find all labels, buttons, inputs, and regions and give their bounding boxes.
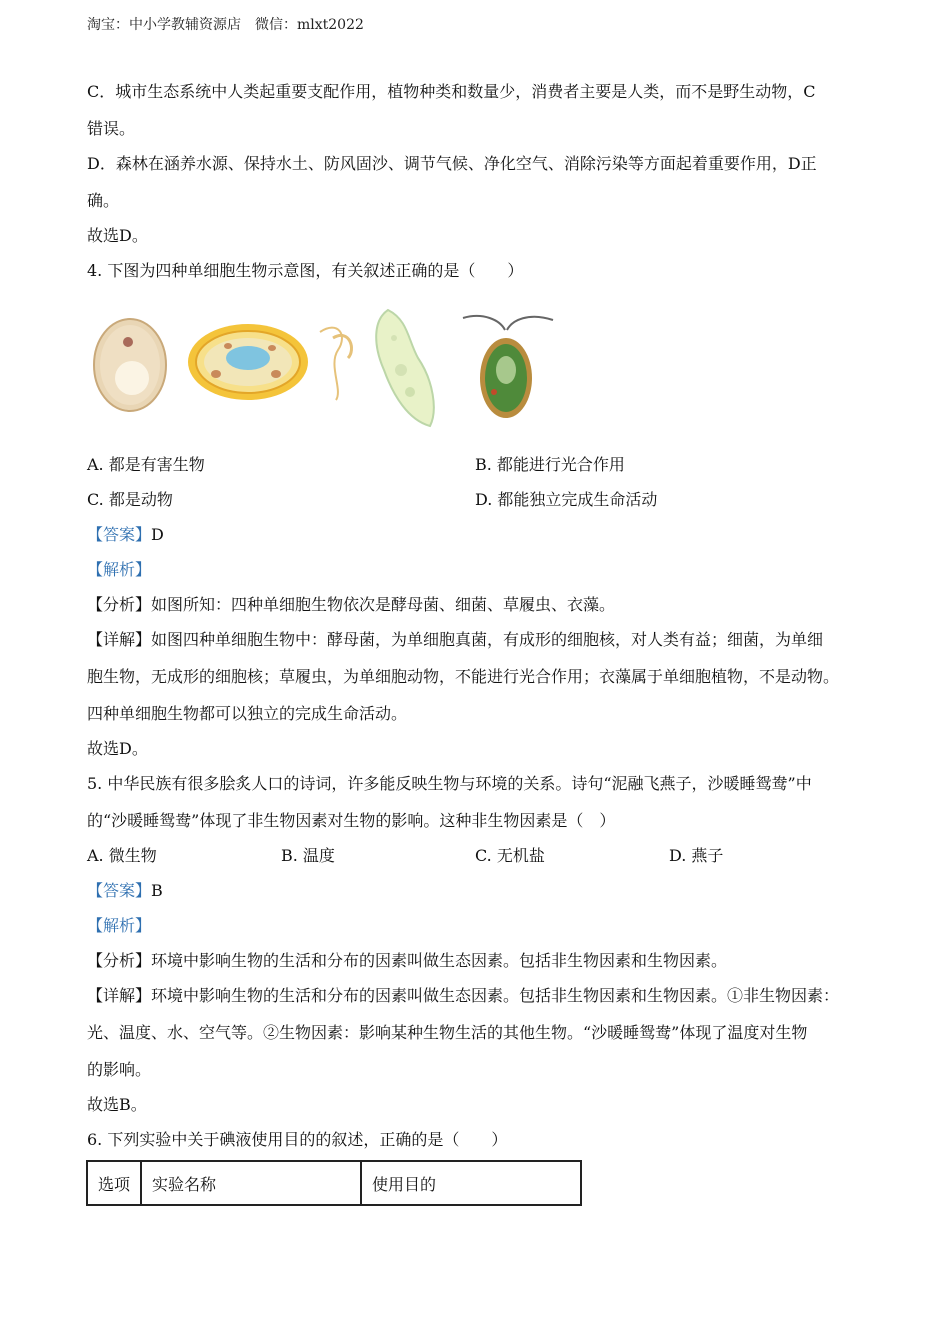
q5-conclusion: 故选B。 [87,1095,147,1114]
fenxi-tag: 【分析】 [87,595,152,614]
page-header: 淘宝：中小学教辅资源店 微信：mlxt2022 [87,17,364,33]
q4-xiangjie-line2: 胞生物，无成形的细胞核；草履虫，为单细胞动物，不能进行光合作用；衣藻属于单细胞植物，不是动物。 [87,667,840,686]
table-header-cell: 使用目的 [361,1161,581,1205]
q5-answer [87,881,163,901]
q4-fenxi [87,595,615,615]
answer-value: D [151,525,164,544]
single-cell-organisms-figure [88,300,568,430]
q4-analysis-tag: 【解析】 [87,560,152,579]
q4-stem: 4. 下图为四种单细胞生物示意图，有关叙述正确的是（ ） [87,261,524,280]
q4-option-d: D. 都能独立完成生命活动 [475,490,658,509]
answer-value: B [151,881,163,900]
q5-stem-line2: 的“沙暖睡鸳鸯”体现了非生物因素对生物的影响。这种非生物因素是（ ） [87,811,616,830]
q5-fenxi [87,951,727,971]
q5-option-d: D. 燕子 [669,846,724,865]
yeast-illustration [94,319,166,411]
q5-option-b: B. 温度 [281,846,335,865]
fenxi-text: 如图所知：四种单细胞生物依次是酵母菌、细菌、草履虫、衣藻。 [151,595,616,614]
q5-stem-line1: 5. 中华民族有很多脍炙人口的诗词，许多能反映生物与环境的关系。诗句“泥融飞燕子，沙暖睡鸳鸯”中 [87,774,812,793]
q4-xiangjie-line3: 四种单细胞生物都可以独立的完成生命活动。 [87,704,408,723]
xiangjie-text: 如图四种单细胞生物中：酵母菌，为单细胞真菌，有成形的细胞核，对人类有益；细菌，为单细 [151,630,824,649]
q5-analysis-tag: 【解析】 [87,916,152,935]
bacterium-illustration [188,324,352,400]
q3-option-c-line2: 错误。 [87,119,136,138]
q4-xiangjie-line1 [87,630,823,650]
xiangjie-text: 环境中影响生物的生活和分布的因素叫做生态因素。包括非生物因素和生物因素。①非生物因素： [151,986,840,1005]
answer-tag: 【答案】 [87,525,152,544]
table-header-cell: 实验名称 [141,1161,361,1205]
paramecium-illustration [376,310,434,426]
q4-conclusion: 故选D。 [87,739,148,758]
q6-stem: 6. 下列实验中关于碘液使用目的的叙述，正确的是（ ） [87,1130,508,1149]
q5-option-c: C. 无机盐 [475,846,545,865]
table-header-cell: 选项 [87,1161,141,1205]
q3-conclusion: 故选D。 [87,226,148,245]
answer-tag: 【答案】 [87,881,152,900]
q4-option-a: A. 都是有害生物 [87,455,205,474]
table-header-row [87,1161,581,1205]
q5-option-a: A. 微生物 [87,846,157,865]
fenxi-text: 环境中影响生物的生活和分布的因素叫做生态因素。包括非生物因素和生物因素。 [151,951,728,970]
q3-option-d-line1: D．森林在涵养水源、保持水土、防风固沙、调节气候、净化空气、消除污染等方面起着重要作用，D正 [87,154,817,173]
xiangjie-tag: 【详解】 [87,630,152,649]
q3-option-d-line2: 确。 [87,191,120,210]
q4-option-b: B. 都能进行光合作用 [475,455,625,474]
fenxi-tag: 【分析】 [87,951,152,970]
xiangjie-tag: 【详解】 [87,986,152,1005]
q5-xiangjie-line2: 光、温度、水、空气等。②生物因素：影响某种生物生活的其他生物。“沙暖睡鸳鸯”体现了温度对生物 [87,1023,808,1042]
q6-table [86,1160,582,1206]
q5-xiangjie-line1 [87,986,839,1006]
q5-xiangjie-line3: 的影响。 [87,1060,152,1079]
chlamydomonas-illustration [463,316,553,418]
q3-option-c-line1: C．城市生态系统中人类起重要支配作用，植物种类和数量少，消费者主要是人类，而不是野生动物，C [87,82,816,101]
q4-answer [87,525,164,545]
q4-option-c: C. 都是动物 [87,490,173,509]
